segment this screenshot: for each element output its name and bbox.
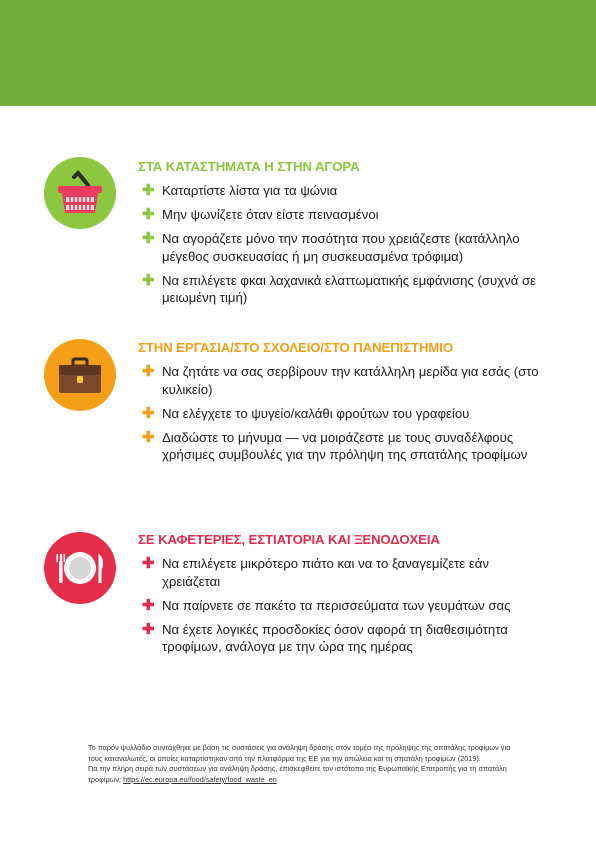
plus-icon: ✚ xyxy=(142,230,155,247)
section-title: ΣΕ ΚΑΦΕΤΕΡΙΕΣ, ΕΣΤΙΑΤΟΡΙΑ ΚΑΙ ΞΕΝΟΔΟΧΕΙΑ xyxy=(138,532,440,547)
footer-note xyxy=(88,743,513,785)
list-item: ✚ Να ζητάτε να σας σερβίρουν την κατάλληλη μερίδα για εσάς (στο κυλικείο) xyxy=(142,363,539,397)
list-item: ✚ Να ελέγχετε το ψυγείο/καλάθι φρούτων του γραφείου xyxy=(142,404,470,422)
tips-list xyxy=(142,555,542,662)
plus-icon: ✚ xyxy=(142,620,155,638)
list-item: ✚ Διαδώστε το μήνυμα — να μοιράζεστε με τους συναδέλφους χρήσιμες συμβουλές για την πρόληψη της σπατάλης τροφίμων xyxy=(142,428,528,462)
plus-icon: ✚ xyxy=(142,596,155,614)
section-title: ΣΤΑ ΚΑΤΑΣΤΗΜΑΤΑ Η ΣΤΗΝ ΑΓΟΡΑ xyxy=(138,159,360,174)
plus-icon: ✚ xyxy=(142,404,155,422)
list-item: ✚ Καταρτίστε λίστα για τα ψώνια xyxy=(142,182,338,199)
plus-icon: ✚ xyxy=(142,555,155,572)
list-item: ✚ Να επιλέγετε φκαι λαχανικά ελαττωματικής εμφάνισης (συχνά σε μειωμένη τιμή) xyxy=(142,271,537,305)
plus-icon: ✚ xyxy=(142,428,155,446)
briefcase-icon xyxy=(44,339,116,411)
list-item: ✚ Να αγοράζετε μόνο την ποσότητα που χρειάζεστε (κατάλληλο μέγεθος συσκευασίας ή μη συσκευασμένα τρόφιμα) xyxy=(142,230,520,264)
shopping-basket-icon xyxy=(44,157,116,229)
footer-paragraph: Το παρόν ψυλλάδιο συντάχθηκε με βάση τις συστάσεις για ανάληψη δράσης στον τομέα της πρόληψης της σπατάλης τροφίμων για τους καταναλωτές, οι οποίες καταρτίστηκαν από την πλατφόρμα της ΕΕ για την απώλεια και τη σπατάλη τροφίμων (2019). xyxy=(88,743,511,763)
list-item: ✚ Να επιλέγετε μικρότερο πιάτο και να το ξαναγεμίζετε εάν χρειάζεται xyxy=(142,555,489,589)
list-item: ✚ Μην ψωνίζετε όταν είστε πεινασμένοι xyxy=(142,206,379,223)
tips-list xyxy=(142,182,542,313)
section-title: ΣΤΗΝ ΕΡΓΑΣΙΑ/ΣΤΟ ΣΧΟΛΕΙΟ/ΣΤΟ ΠΑΝΕΠΙΣΤΗΜΙΟ xyxy=(138,340,453,355)
plus-icon: ✚ xyxy=(142,271,155,289)
plus-icon: ✚ xyxy=(142,363,155,380)
plus-icon: ✚ xyxy=(142,182,155,199)
list-item: ✚ Να έχετε λογικές προσδοκίες όσον αφορά τη διαθεσιμότητα τροφίμων, ανάλογα με την ώρα της ημέρας xyxy=(142,620,508,654)
footer-paragraph: Για την πλήρη σειρά των συστάσεων για ανάληψη δράσης, επισκεφθείτε τον ιστότοπο της Ευρωπαϊκής Επιτροπής για τη σπατάλη τροφίμων: https://ec.europa.eu/food/safety/food_waste_en xyxy=(88,764,507,784)
plate-cutlery-icon xyxy=(44,532,116,604)
header-banner xyxy=(0,0,596,106)
list-item: ✚ Να παίρνετε σε πακέτο τα περισσεύματα των γευμάτων σας xyxy=(142,596,511,614)
tips-list xyxy=(142,363,542,470)
food-waste-link[interactable]: https://ec.europa.eu/food/safety/food_waste_en xyxy=(123,774,277,784)
plus-icon: ✚ xyxy=(142,206,155,223)
